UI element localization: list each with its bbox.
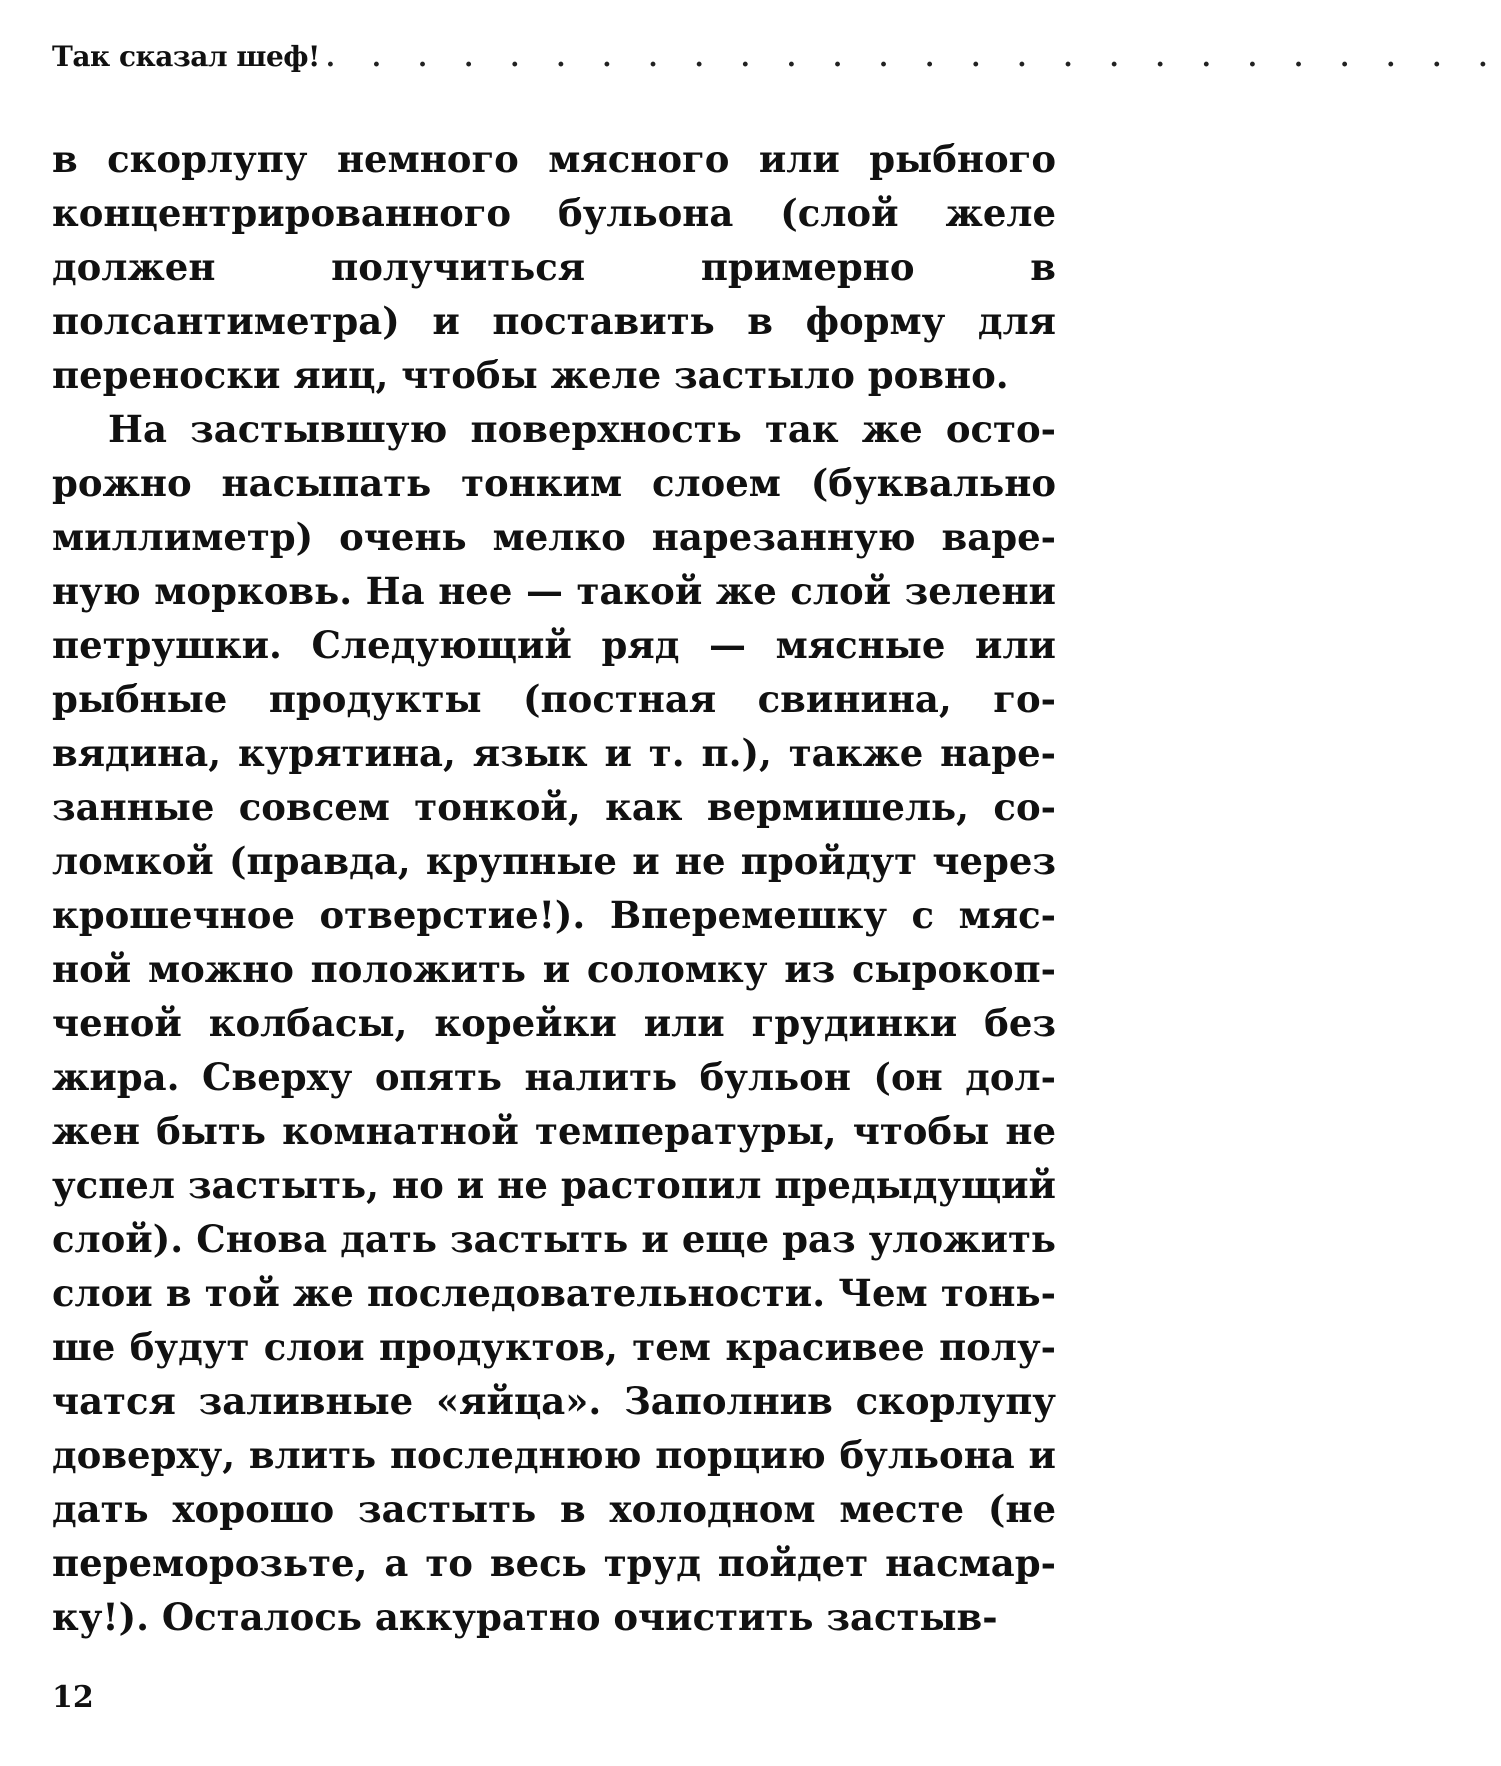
paragraph-1: в скорлупу немного мясного или рыбного концентрированного бульона (слой желе должен получиться примерно в полсантиметра) и поставить в форму для переноски яиц, чтобы желе застыло ровно. [52,137,1056,397]
book-page [52,40,1501,1730]
body-text [52,132,1056,1644]
dot-leader: . . . . . . . . . . . . . . . . . . . . . . . . . . [325,43,1501,73]
running-head [52,40,1501,94]
page-number: 12 [52,1680,94,1715]
running-title: Так сказал шеф! [52,40,320,73]
paragraph-2: На застывшую поверхность так же осторожно насыпать тонким слоем (буквально миллиметр) очень мелко нарезанную вареную морковь. На нее — такой же слой зелени петрушки. Следующий ряд — мясные или рыбные продукты (постная свинина, говядина, курятина, язык и т. п.), также нарезанные совсем тонкой, как вермишель, соломкой (правда, крупные и не пройдут через крошечное отверстие!). Вперемешку с мясной можно положить и соломку из сырокопченой колбасы, корейки или грудинки без жира. Сверху опять налить бульон (он должен быть комнатной температуры, чтобы не успел застыть, но и не растопил предыдущий слой). Снова дать застыть и еще раз уложить слои в той же последовательности. Чем тоньше будут слои продуктов, тем красивее получатся заливные «яйца». Заполнив скорлупу доверху, влить последнюю порцию бульона и дать хорошо застыть в холодном месте (не переморозьте, а то весь труд пойдет насмарку!). Осталось аккуратно очистить застыв- [52,407,1056,1639]
